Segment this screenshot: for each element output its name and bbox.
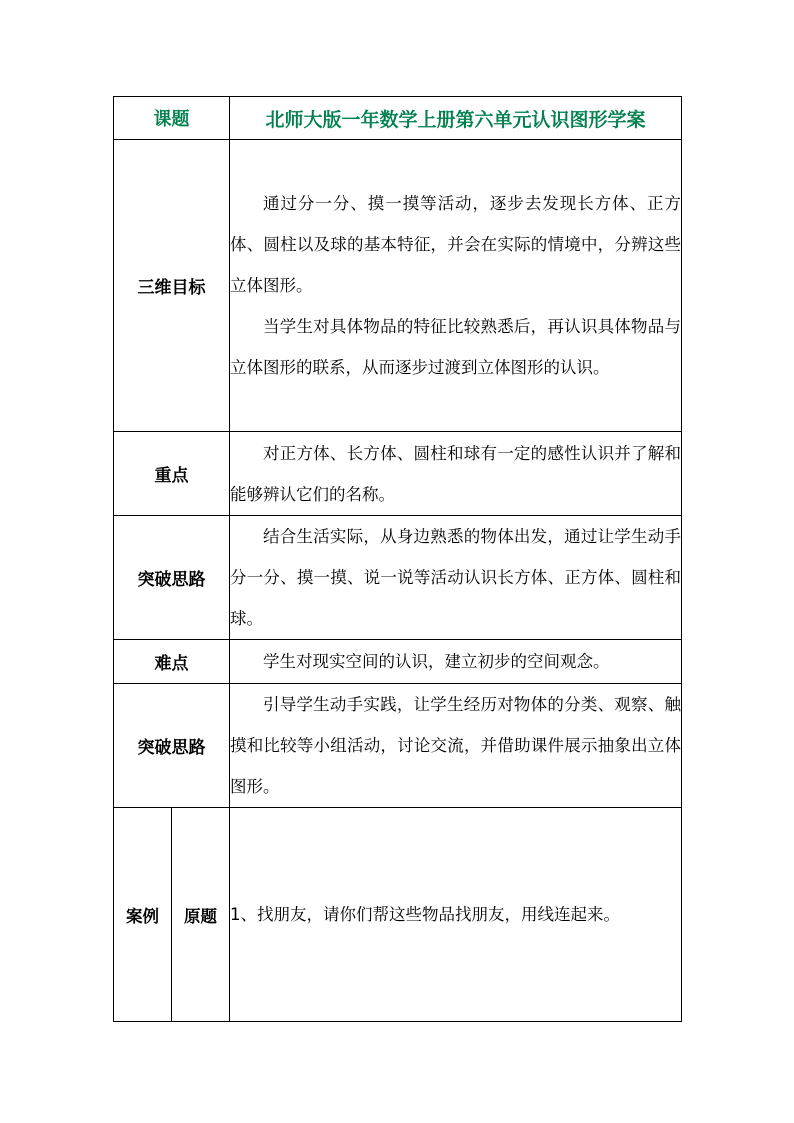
breakthrough-row-2 — [114, 684, 682, 808]
objectives-row — [114, 140, 682, 432]
difficulty-row — [114, 640, 682, 684]
key-point-label: 重点 — [114, 432, 230, 516]
difficulty-label: 难点 — [114, 640, 230, 684]
breakthrough-text-1: 结合生活实际，从身边熟悉的物体出发，通过让学生动手分一分、摸一摸、说一说等活动认识长方体、正方体、圆柱和球。 — [230, 527, 681, 628]
objectives-paragraph-1: 通过分一分、摸一摸等活动，逐步去发现长方体、正方体、圆柱以及球的基本特征，并会在实际的情境中，分辨这些立体图形。 — [230, 194, 681, 295]
key-point-text: 对正方体、长方体、圆柱和球有一定的感性认识并了解和能够辨认它们的名称。 — [230, 443, 681, 504]
lesson-plan-table — [113, 96, 682, 1022]
breakthrough-row-1 — [114, 516, 682, 640]
header-label: 课题 — [114, 97, 230, 140]
breakthrough-label-2: 突破思路 — [114, 684, 230, 808]
breakthrough-content-1 — [230, 516, 682, 640]
key-point-row — [114, 432, 682, 516]
difficulty-content — [230, 640, 682, 684]
case-content — [230, 808, 682, 1022]
case-question: 1、找朋友，请你们帮这些物品找朋友，用线连起来。 — [230, 905, 620, 924]
lesson-title: 北师大版一年数学上册第六单元认识图形学案 — [230, 97, 682, 140]
case-label: 案例 — [114, 808, 172, 1022]
breakthrough-content-2 — [230, 684, 682, 808]
breakthrough-text-2: 引导学生动手实践，让学生经历对物体的分类、观察、触摸和比较等小组活动，讨论交流，并借助课件展示抽象出立体图形。 — [230, 695, 681, 796]
objectives-content — [230, 140, 682, 432]
breakthrough-label-1: 突破思路 — [114, 516, 230, 640]
objectives-label: 三维目标 — [114, 140, 230, 432]
case-sublabel: 原题 — [172, 808, 230, 1022]
key-point-content — [230, 432, 682, 516]
objectives-paragraph-2: 当学生对具体物品的特征比较熟悉后，再认识具体物品与立体图形的联系，从而逐步过渡到立体图形的认识。 — [230, 317, 681, 377]
case-row — [114, 808, 682, 1022]
header-row — [114, 97, 682, 140]
difficulty-text: 学生对现实空间的认识，建立初步的空间观念。 — [263, 652, 610, 671]
